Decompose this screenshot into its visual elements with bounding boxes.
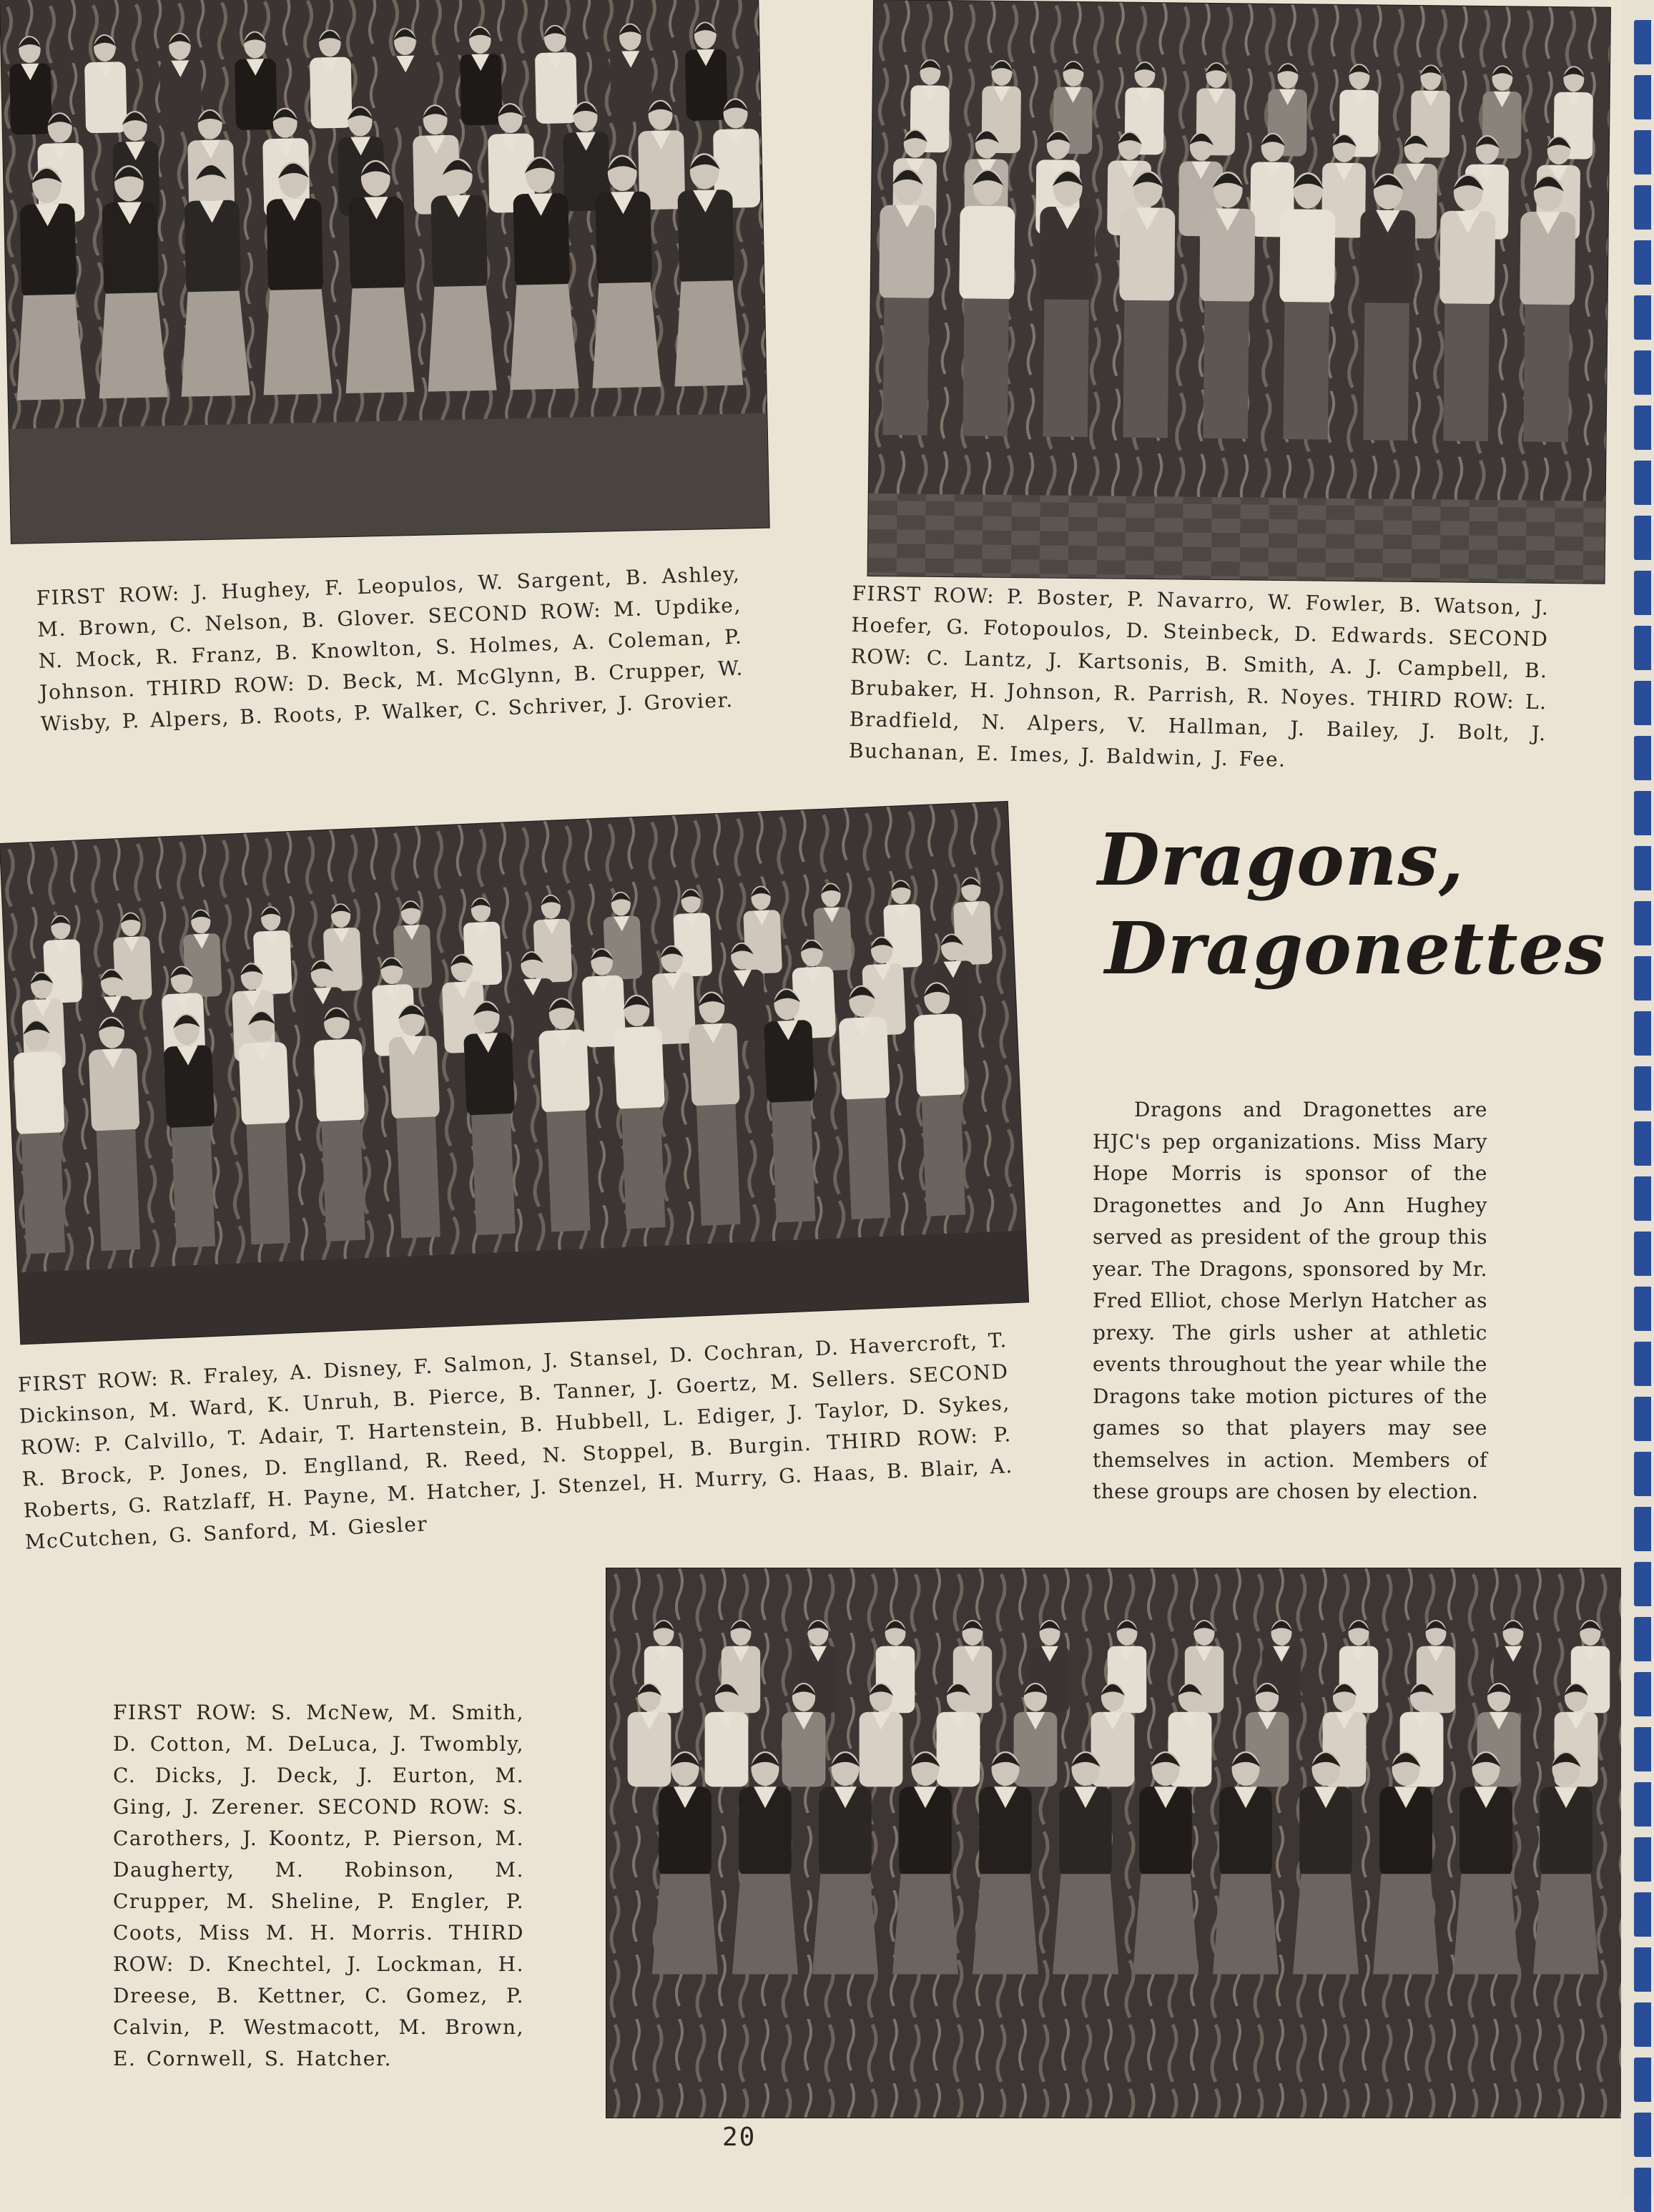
caption-top-left-photo (36, 559, 745, 740)
binding-slot (1634, 1232, 1651, 1276)
article-body: Dragons and Dragonettes are HJC's pep organizations. Miss Mary Hope Morris is sponsor of the Dragonettes and Jo Ann Hughey served as president of the group this year. The Dragons, sponsored by Mr. Fred Elliot, chose Merlyn Hatcher as prexy. The girls usher at athletic events throughout the year while the Dragons take motion pictures of the games so that players may see themselves in action. Members of these groups are chosen by election. (1093, 1098, 1487, 1503)
binding-slot (1634, 1617, 1651, 1661)
caption-middle-photo (17, 1324, 1015, 1558)
caption-text: FIRST ROW: P. Boster, P. Navarro, W. Fowler, B. Watson, J. Hoefer, G. Fotopoulos, D. Steinbeck, D. Edwards. SECOND ROW: C. Lantz, J. Kartsonis, B. Smith, A. J. Campbell, B. Brubaker, H. Johnson, R. Parrish, R. Noyes. THIRD ROW: L. Bradfield, N. Alpers, V. Hallman, J. Bailey, J. Bolt, J. Buchanan, E. Imes, J. Baldwin, J. Fee. (848, 581, 1550, 772)
binding-slot (1634, 1011, 1651, 1056)
page-number: 20 (722, 2123, 757, 2152)
binding-slot (1634, 461, 1651, 505)
binding-slot (1634, 1507, 1651, 1551)
binding-slot (1634, 1782, 1651, 1827)
binding-slot (1634, 1452, 1651, 1496)
group-photo-dragonettes-bottom (606, 1568, 1635, 2118)
spiral-binding (1621, 0, 1654, 2196)
binding-slot (1634, 736, 1651, 780)
caption-top-right-photo (848, 578, 1549, 781)
binding-slot (1634, 901, 1651, 945)
person-figure (958, 169, 1015, 436)
binding-slot (1634, 1397, 1651, 1441)
binding-slot (1634, 846, 1651, 890)
binding-slot (1634, 185, 1651, 230)
person-figure (877, 168, 935, 436)
binding-slot (1634, 956, 1651, 1001)
binding-slot (1634, 1892, 1651, 1937)
photo-girls-group-1 (0, 0, 769, 544)
caption-bottom-photo (113, 1697, 524, 2075)
person-figure (1358, 173, 1416, 441)
binding-slot (1634, 1176, 1651, 1221)
binding-slot (1634, 130, 1651, 174)
binding-slot (1634, 1562, 1651, 1606)
binding-slot (1634, 1727, 1651, 1771)
binding-slot (1634, 240, 1651, 285)
binding-slot (1634, 1672, 1651, 1716)
binding-slot (1634, 405, 1651, 450)
binding-slot (1634, 1342, 1651, 1386)
binding-slot (1634, 1287, 1651, 1331)
binding-slot (1634, 681, 1651, 725)
caption-text: FIRST ROW: S. McNew, M. Smith, D. Cotton, M. DeLuca, J. Twombly, C. Dicks, J. Deck, J. Eurton, M. Ging, J. Zerener. SECOND ROW: S. Carothers, J. Koontz, P. Pierson, M. Daugherty, M. Robinson, M. Crupper, M. Sheline, P. Engler, P. Coots, Miss M. H. Morris. THIRD ROW: D. Knechtel, J. Lockman, H. Dreese, B. Kettner, C. Gomez, P. Calvin, P. Westmacott, M. Brown, E. Cornwell, S. Hatcher. (113, 1701, 524, 2070)
caption-text: FIRST ROW: R. Fraley, A. Disney, F. Salmon, J. Stansel, D. Cochran, D. Havercroft, T. Dickinson, M. Ward, K. Unruh, B. Pierce, B. Tanner, J. Goertz, M. Sellers. SECOND ROW: P. Calvillo, T. Adair, T. Hartenstein, B. Hubbell, L. Ediger, J. Taylor, D. Sykes, R. Brock, P. Jones, D. Englland, R. Reed, N. Stoppel, B. Burgin. THIRD ROW: P. Roberts, G. Ratzlaff, H. Payne, M. Hatcher, J. Stenzel, H. Murry, G. Haas, B. Blair, A. McCutchen, G. Sanford, M. Giesler (17, 1328, 1014, 1554)
caption-text: FIRST ROW: J. Hughey, F. Leopulos, W. Sargent, B. Ashley, M. Brown, C. Nelson, B. Glover. SECOND ROW: M. Updike, N. Mock, R. Franz, B. Knowlton, S. Holmes, A. Coleman, P. Johnson. THIRD ROW: D. Beck, M. McGlynn, B. Crupper, W. Wisby, P. Alpers, B. Roots, P. Walker, C. Schriver, J. Grovier. (36, 561, 744, 736)
binding-slot (1634, 350, 1651, 395)
binding-slot (1634, 2113, 1651, 2157)
person-figure (1278, 172, 1336, 440)
binding-slot (1634, 571, 1651, 615)
binding-slot (1634, 1066, 1651, 1111)
group-photo-dragonettes-top (0, 0, 769, 544)
person-figure (1198, 172, 1256, 439)
person-figure (1518, 174, 1576, 442)
group-photo-dragons-top (868, 0, 1610, 584)
person-figure (1038, 169, 1096, 437)
group-photo-dragons-middle (0, 802, 1028, 1344)
binding-slot (1634, 20, 1651, 64)
binding-slot (1634, 1947, 1651, 1992)
title-line-2: Dragonettes (1105, 906, 1606, 991)
binding-slot (1634, 516, 1651, 560)
binding-slot (1634, 1121, 1651, 1166)
binding-slot (1634, 791, 1651, 835)
title-line-1: Dragons, (1098, 817, 1465, 902)
binding-slot (1634, 2058, 1651, 2102)
person-figure (1118, 170, 1176, 438)
photo-girls-group-2 (606, 1568, 1635, 2118)
page-title (1098, 815, 1605, 993)
binding-slot (1634, 75, 1651, 119)
binding-slot (1634, 2168, 1651, 2212)
photo-boys-group-1 (868, 0, 1610, 584)
binding-slot (1634, 626, 1651, 670)
binding-slot (1634, 295, 1651, 340)
binding-slot (1634, 1837, 1651, 1882)
photo-boys-group-2 (0, 802, 1028, 1344)
binding-slot (1634, 2002, 1651, 2047)
person-figure (1438, 174, 1496, 441)
